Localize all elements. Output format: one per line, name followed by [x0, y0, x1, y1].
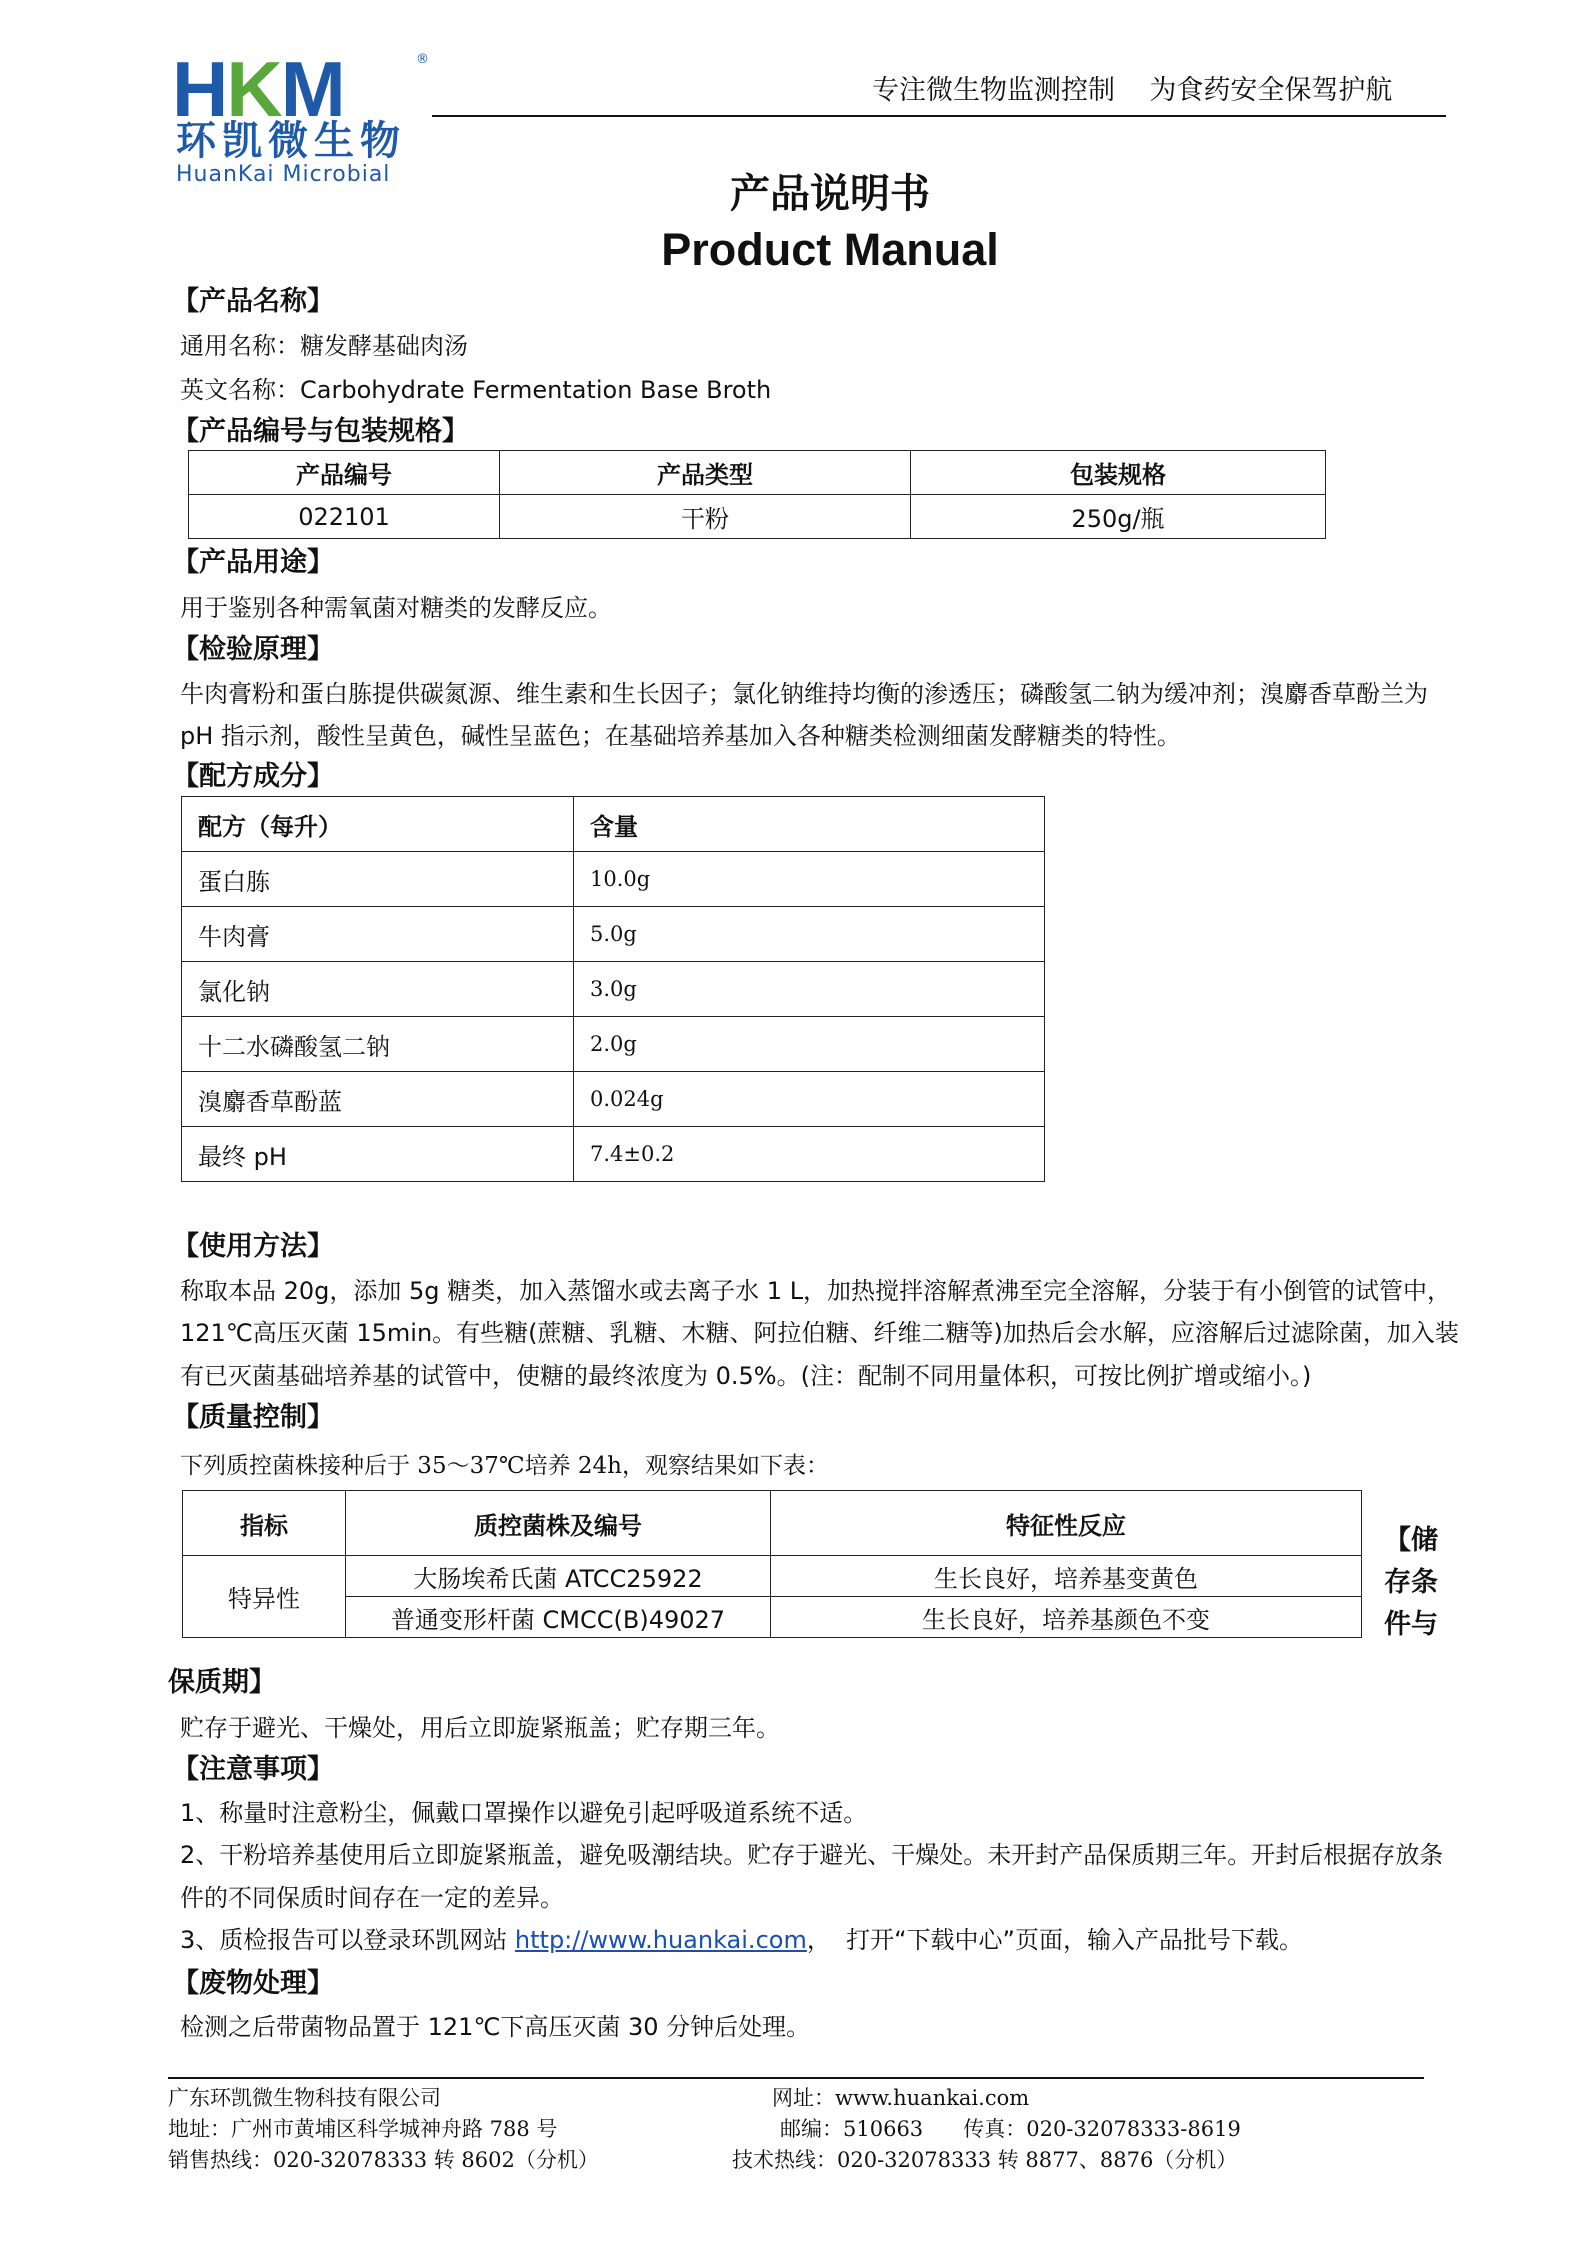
logo-name-en: HuanKai Microbial — [176, 162, 391, 187]
table-cell: 最终 pH — [182, 1127, 574, 1182]
table-header-cell: 产品类型 — [500, 451, 911, 495]
section-heading-packaging: 【产品编号与包装规格】 — [172, 416, 469, 447]
english-name: 英文名称：Carbohydrate Fermentation Base Broth — [180, 376, 772, 404]
registered-mark: ® — [416, 52, 429, 67]
qc-table — [182, 1490, 1362, 1638]
table-cell: 0.024g — [574, 1072, 1045, 1127]
table-row — [182, 1072, 1045, 1127]
table-cell: 蛋白胨 — [182, 852, 574, 907]
usage-text: 用于鉴别各种需氧菌对糖类的发酵反应。 — [180, 594, 612, 622]
section-heading-notes: 【注意事项】 — [172, 1754, 334, 1785]
note-item-2-line-1: 2、干粉培养基使用后立即旋紧瓶盖，避免吸潮结块。贮存于避光、干燥处。未开封产品保质期三年。开封后根据存放条 — [180, 1841, 1444, 1869]
table-row — [182, 1127, 1045, 1182]
table-cell: 2.0g — [574, 1017, 1045, 1072]
table-header-cell: 配方（每升） — [182, 797, 574, 852]
note-item-2-line-2: 件的不同保质时间存在一定的差异。 — [180, 1884, 564, 1912]
common-name: 通用名称：糖发酵基础肉汤 — [180, 332, 468, 360]
disposal-text: 检测之后带菌物品置于 121℃下高压灭菌 30 分钟后处理。 — [180, 2013, 811, 2041]
table-cell: 干粉 — [500, 495, 911, 539]
table-header-cell: 包装规格 — [911, 451, 1326, 495]
packaging-table — [188, 450, 1326, 539]
footer-company: 广东环凯微生物科技有限公司 — [168, 2086, 441, 2110]
footer-address: 地址：广州市黄埔区科学城神舟路 788 号 — [168, 2117, 558, 2141]
table-row — [182, 1017, 1045, 1072]
logo-letter-m: M — [280, 45, 344, 133]
table-header-row — [189, 451, 1326, 495]
section-heading-qc: 【质量控制】 — [172, 1402, 334, 1433]
table-header-cell: 指标 — [183, 1491, 346, 1556]
section-heading-disposal: 【废物处理】 — [172, 1968, 334, 1999]
table-cell: 大肠埃希氏菌 ATCC25922 — [346, 1556, 771, 1597]
table-header-cell: 含量 — [574, 797, 1045, 852]
footer-website: 网址：www.huankai.com — [772, 2086, 1030, 2110]
section-heading-product-name: 【产品名称】 — [172, 286, 334, 317]
section-heading-storage-tail: 保质期】 — [168, 1667, 276, 1698]
footer-divider — [168, 2077, 1424, 2079]
slogan: 专注微生物监测控制 为食药安全保驾护航 — [872, 75, 1393, 106]
section-heading-usage: 【产品用途】 — [172, 547, 334, 578]
table-cell: 5.0g — [574, 907, 1045, 962]
table-cell: 特异性 — [183, 1556, 346, 1638]
table-cell: 3.0g — [574, 962, 1045, 1017]
table-cell: 溴麝香草酚蓝 — [182, 1072, 574, 1127]
table-cell: 十二水磷酸氢二钠 — [182, 1017, 574, 1072]
logo-letters — [172, 45, 344, 133]
table-row — [182, 962, 1045, 1017]
table-header-cell: 产品编号 — [189, 451, 500, 495]
table-row — [182, 907, 1045, 962]
table-cell: 10.0g — [574, 852, 1045, 907]
principle-line-2: pH 指示剂，酸性呈黄色，碱性呈蓝色；在基础培养基加入各种糖类检测细菌发酵糖类的特性。 — [180, 722, 1181, 750]
header-divider — [432, 115, 1446, 117]
footer-tech-hotline: 技术热线：020-32078333 转 8877、8876（分机） — [732, 2148, 1238, 2172]
section-heading-principle: 【检验原理】 — [172, 634, 334, 665]
table-cell: 氯化钠 — [182, 962, 574, 1017]
title-en: Product Manual — [661, 224, 999, 275]
qc-intro: 下列质控菌株接种后于 35～37℃培养 24h，观察结果如下表： — [180, 1453, 829, 1479]
method-line-1: 称取本品 20g，添加 5g 糖类，加入蒸馏水或去离子水 1 L，加热搅拌溶解煮沸至完全溶解，分装于有小倒管的试管中， — [180, 1277, 1452, 1305]
table-cell: 牛肉膏 — [182, 907, 574, 962]
table-header-cell: 质控菌株及编号 — [346, 1491, 771, 1556]
table-cell: 普通变形杆菌 CMCC(B)49027 — [346, 1597, 771, 1638]
note-item-1: 1、称量时注意粉尘，佩戴口罩操作以避免引起呼吸道系统不适。 — [180, 1799, 868, 1827]
principle-line-1: 牛肉膏粉和蛋白胨提供碳氮源、维生素和生长因子；氯化钠维持均衡的渗透压；磷酸氢二钠为缓冲剂；溴麝香草酚兰为 — [180, 680, 1428, 708]
storage-text: 贮存于避光、干燥处，用后立即旋紧瓶盖；贮存期三年。 — [180, 1714, 780, 1742]
note-item-3 — [180, 1923, 1303, 1957]
logo-letter-k: K — [226, 45, 281, 133]
note-item-3-prefix: 3、质检报告可以登录环凯网站 — [180, 1926, 515, 1954]
table-header-row — [183, 1491, 1362, 1556]
table-cell: 7.4±0.2 — [574, 1127, 1045, 1182]
section-heading-method: 【使用方法】 — [172, 1231, 334, 1262]
table-header-row — [182, 797, 1045, 852]
title-cn: 产品说明书 — [730, 171, 930, 217]
footer-postcode-fax: 邮编：510663 传真：020-32078333-8619 — [780, 2117, 1241, 2141]
table-cell: 生长良好，培养基颜色不变 — [771, 1597, 1362, 1638]
table-row — [183, 1597, 1362, 1638]
footer-sales-hotline: 销售热线：020-32078333 转 8602（分机） — [168, 2148, 599, 2172]
formula-table — [181, 796, 1045, 1182]
logo-name-cn: 环凯微生物 — [176, 118, 406, 164]
table-row — [182, 852, 1045, 907]
website-link[interactable]: http://www.huankai.com — [514, 1926, 807, 1954]
section-heading-storage-side: 【储存条件与 — [1384, 1525, 1438, 1640]
logo-letter-h: H — [172, 45, 227, 133]
table-header-cell: 特征性反应 — [771, 1491, 1362, 1556]
table-row — [189, 495, 1326, 539]
method-line-2: 121℃高压灭菌 15min。有些糖(蔗糖、乳糖、木糖、阿拉伯糖、纤维二糖等)加热后会水解，应溶解后过滤除菌，加入装 — [180, 1319, 1459, 1347]
company-logo — [172, 45, 432, 187]
note-item-3-suffix: ， 打开“下载中心”页面，输入产品批号下载。 — [806, 1926, 1303, 1954]
method-line-3: 有已灭菌基础培养基的试管中，使糖的最终浓度为 0.5%。(注：配制不同用量体积，可按比例扩增或缩小。) — [180, 1362, 1312, 1390]
table-row — [183, 1556, 1362, 1597]
table-cell: 250g/瓶 — [911, 495, 1326, 539]
table-cell: 022101 — [189, 495, 500, 539]
section-heading-formula: 【配方成分】 — [172, 761, 334, 792]
table-cell: 生长良好，培养基变黄色 — [771, 1556, 1362, 1597]
